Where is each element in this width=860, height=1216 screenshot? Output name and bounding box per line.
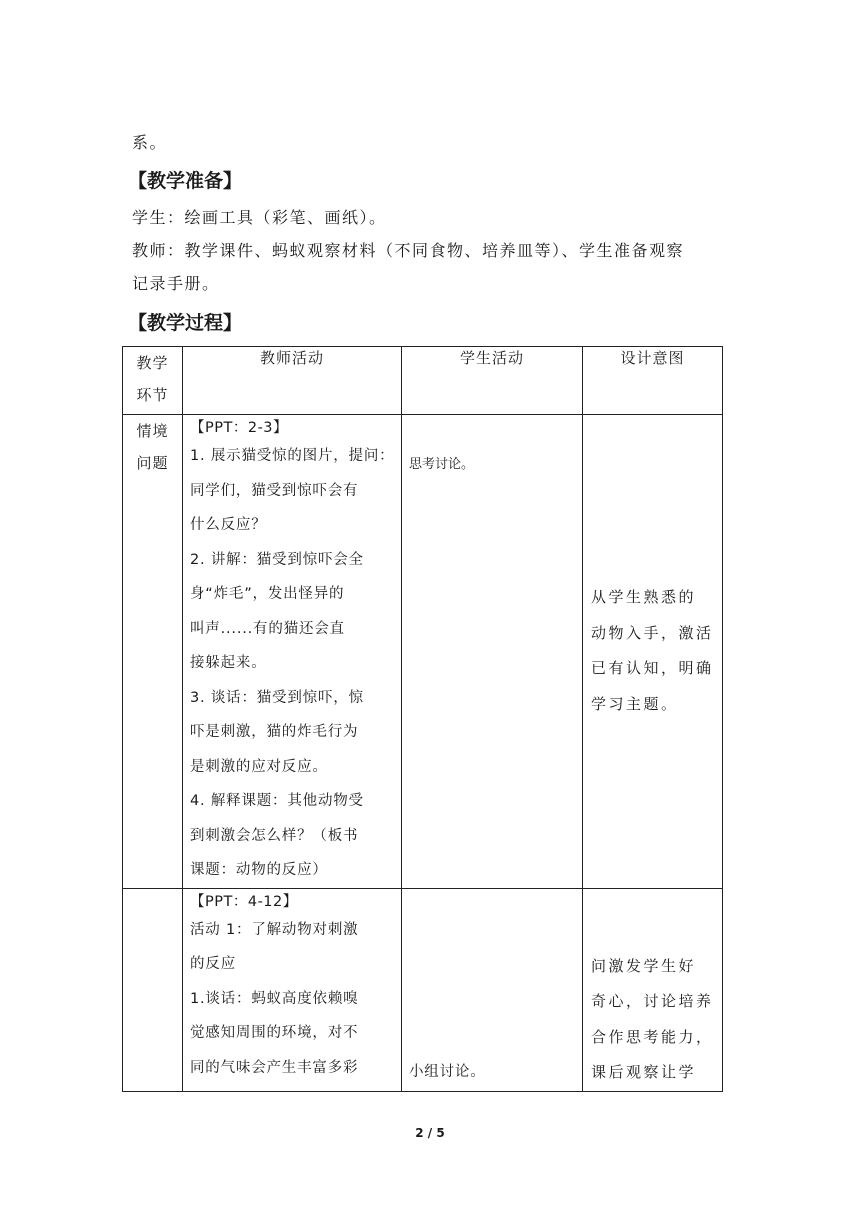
page-number: 2 / 5	[415, 1126, 445, 1140]
prep-teacher-line2: 记录手册。	[132, 274, 220, 293]
table-row	[123, 415, 723, 889]
design-intent-cell	[583, 888, 723, 1091]
header-stage-line1: 教学	[136, 354, 169, 372]
teacher-line: 活动 1：了解动物对刺激	[190, 921, 359, 938]
design-intent-cell	[583, 415, 723, 889]
intro-continuation: 系。	[132, 133, 168, 152]
header-stage	[123, 347, 183, 415]
stage-cell	[123, 888, 183, 1091]
student-activity-text: 小组讨论。	[409, 1063, 486, 1080]
stage-line2: 问题	[136, 454, 169, 472]
teacher-line: 【PPT：2-3】	[190, 420, 289, 436]
design-line: 已有认知，明确	[591, 659, 714, 678]
teacher-line: 4. 解释课题：其他动物受	[190, 793, 364, 809]
process-heading: 【教学过程】	[128, 312, 243, 334]
teacher-line: 的反应	[190, 956, 236, 972]
teacher-line: 到刺激会怎么样？（板书	[190, 827, 359, 844]
teacher-activity-cell	[183, 888, 402, 1091]
teacher-line: 身“炸毛”，发出怪异的	[190, 586, 345, 602]
design-line: 课后观察让学	[591, 1063, 697, 1081]
teacher-line: 课题：动物的反应）	[190, 862, 328, 878]
teacher-line: 叫声......有的猫还会直	[190, 620, 345, 637]
design-line: 从学生熟悉的	[591, 588, 697, 607]
design-line: 问激发学生好	[591, 956, 697, 975]
student-activity-cell	[402, 888, 583, 1091]
header-design-intent: 设计意图	[583, 347, 723, 415]
teacher-line: 2. 讲解：猫受到惊吓会全	[190, 551, 364, 568]
teacher-line: 1.谈话：蚂蚁高度依赖嗅	[190, 990, 359, 1007]
prep-teacher-line1: 教师：教学课件、蚂蚁观察材料（不同食物、培养皿等）、学生准备观察	[132, 241, 685, 260]
design-line: 合作思考能力，	[591, 1027, 714, 1046]
header-teacher-activity: 教师活动	[183, 347, 402, 415]
teacher-line: 吓是刺激，猫的炸毛行为	[190, 724, 359, 740]
table-row	[123, 888, 723, 1091]
teacher-line: 觉感知周围的环境，对不	[190, 1025, 359, 1041]
stage-line1: 情境	[136, 422, 169, 440]
teacher-line: 同的气味会产生丰富多彩	[190, 1059, 359, 1076]
teacher-line: 接躲起来。	[190, 655, 267, 671]
prep-heading: 【教学准备】	[128, 170, 243, 192]
teacher-line: 1. 展示猫受惊的图片，提问：	[190, 448, 395, 464]
teacher-line: 【PPT：4-12】	[190, 893, 298, 910]
teacher-line: 同学们，猫受到惊吓会有	[190, 482, 359, 499]
stage-cell	[123, 415, 183, 889]
teacher-line: 3. 谈话：猫受到惊吓，惊	[190, 689, 364, 706]
lesson-process-table	[122, 346, 723, 1092]
student-activity-text: 思考讨论。	[409, 457, 475, 472]
teacher-line: 是刺激的应对反应。	[190, 758, 328, 775]
teacher-activity-cell	[183, 415, 402, 889]
design-line: 学习主题。	[591, 694, 679, 713]
design-line: 动物入手，激活	[591, 623, 714, 642]
prep-student: 学生：绘画工具（彩笔、画纸）。	[132, 208, 387, 227]
table-header-row	[123, 347, 723, 415]
design-line: 奇心，讨论培养	[591, 992, 714, 1010]
student-activity-cell	[402, 415, 583, 889]
teacher-line: 什么反应？	[190, 517, 267, 533]
header-student-activity: 学生活动	[402, 347, 583, 415]
header-stage-line2: 环节	[136, 386, 169, 404]
